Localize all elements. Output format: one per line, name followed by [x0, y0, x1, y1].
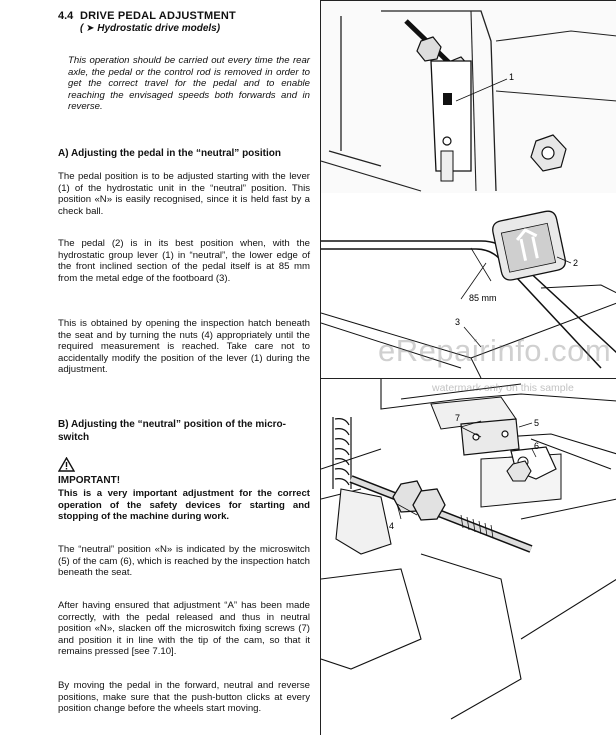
part-b-paragraph-3: By moving the pedal in the forward, neutral and reverse positions, make sure that the push-button clicks at every position change before the wheels start moving. [58, 680, 310, 715]
important-text: This is a very important adjustment for the correct operation of the safety devices for starting and stopping of the machine during work. [58, 488, 310, 523]
part-b-paragraph-2: After having ensured that adjustment “A” has been made correctly, with the pedal released and thus in neutral position «N», slacken off the microswitch fixing screws (7) and position it in line with the tip of the cam, so that it remains pressed [see 7.10]. [58, 600, 310, 658]
watermark: eRepairinfo.com [378, 333, 612, 368]
section-number: 4.4 [58, 10, 74, 22]
callout-7: 7 [455, 413, 461, 423]
intro-paragraph: This operation should be carried out every time the rear axle, the pedal or the control rod is removed in order to get the correct travel for the pedal and to enable reaching the envisaged speeds both forwards and in reverse. [68, 55, 310, 113]
figure-hydrostatic-lever [320, 0, 616, 194]
warning-icon [58, 457, 75, 477]
callout-6: 6 [534, 441, 540, 451]
part-a-paragraph-1: The pedal position is to be adjusted starting with the lever (1) of the hydrostatic unit in the “neutral” position. This position «N» is easily recognised, since it is held fast by a check ball. [58, 171, 310, 217]
part-b-paragraph-1: The “neutral” position «N» is indicated by the microswitch (5) of the cam (6), which is reached by the inspection hatch beneath the seat. [58, 544, 310, 579]
section-title: DRIVE PEDAL ADJUSTMENT [80, 10, 236, 22]
measure-85mm: 85 mm [469, 293, 497, 303]
callout-2: 2 [573, 258, 579, 268]
callout-3: 3 [455, 317, 461, 327]
part-b-heading: B) Adjusting the “neutral” position of the micro-switch [58, 419, 286, 443]
part-a-paragraph-2: The pedal (2) is in its best position when, with the hydrostatic group lever (1) in “neutral”, the lower edge of the front inclined section of the pedal itself is at 85 mm from the metal edge of the footboard (3). [58, 238, 310, 284]
important-label: IMPORTANT! [58, 475, 121, 486]
watermark-subtext: watermark only on this sample [432, 382, 574, 394]
section-subtitle: ( ➤ Hydrostatic drive models) [80, 23, 221, 34]
callout-4: 4 [389, 521, 395, 531]
part-a-heading: A) Adjusting the pedal in the “neutral” position [58, 148, 281, 159]
callout-5: 5 [534, 418, 540, 428]
callout-1: 1 [509, 72, 515, 82]
figure-microswitch-cam [320, 379, 616, 735]
part-a-paragraph-3: This is obtained by opening the inspection hatch beneath the seat and by turning the nuts (4) appropriately until the required measurement is reached. Take care not to accidentally modify the position of the lever (1) during the adjustment. [58, 318, 310, 376]
